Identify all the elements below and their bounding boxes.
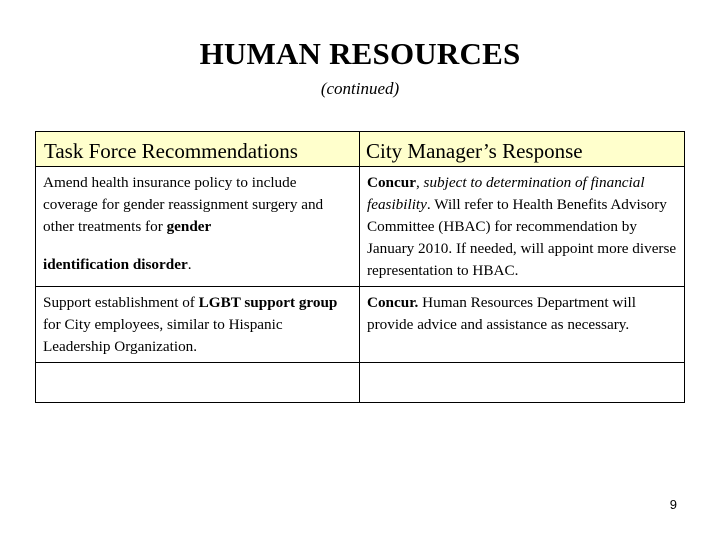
response-bold-text: Concur: [367, 174, 416, 191]
table-row-empty: [36, 363, 685, 403]
page-subtitle: (continued): [320, 79, 400, 98]
response-cell: [360, 287, 685, 363]
table-header-row: [36, 132, 685, 167]
recommendation-text: Amend health insurance policy to include coverage for gender reassignment surgery and other treatments for: [43, 174, 324, 235]
recommendation-bold-text: LGBT support group: [198, 294, 338, 311]
recommendation-cell: [36, 287, 360, 363]
response-text: . Will refer to Health Benefits Advisory Committee (HBAC) for recommendation by January 2010. If needed, will appoint more diverse representation to HBAC.: [367, 196, 677, 279]
page-number: 9: [669, 497, 677, 512]
table-row: [36, 167, 685, 287]
response-text: Human Resources Department will provide advice and assistance as necessary.: [367, 294, 636, 333]
empty-cell: [360, 363, 685, 403]
response-separator: ,: [415, 174, 424, 191]
empty-cell: [36, 363, 360, 403]
header-city-manager-response: City Manager’s Response: [360, 132, 685, 167]
table-row: [36, 287, 685, 363]
recommendation-text: for City employees, similar to Hispanic Leadership Organization.: [43, 316, 283, 355]
recommendations-table: [35, 131, 685, 403]
recommendation-cell: [36, 167, 360, 287]
recommendation-text: Support establishment of: [43, 294, 199, 311]
response-italic-text: subject to determination of financial feasibility: [367, 174, 645, 213]
page-title: HUMAN RESOURCES: [199, 36, 521, 71]
recommendation-bold-text: gender: [166, 218, 212, 235]
recommendation-end: .: [187, 256, 192, 273]
response-bold-text: Concur.: [367, 294, 419, 311]
recommendation-bold-text: identification disorder: [43, 256, 188, 273]
response-cell: [360, 167, 685, 287]
header-task-force-recommendations: Task Force Recommendations: [36, 132, 360, 167]
